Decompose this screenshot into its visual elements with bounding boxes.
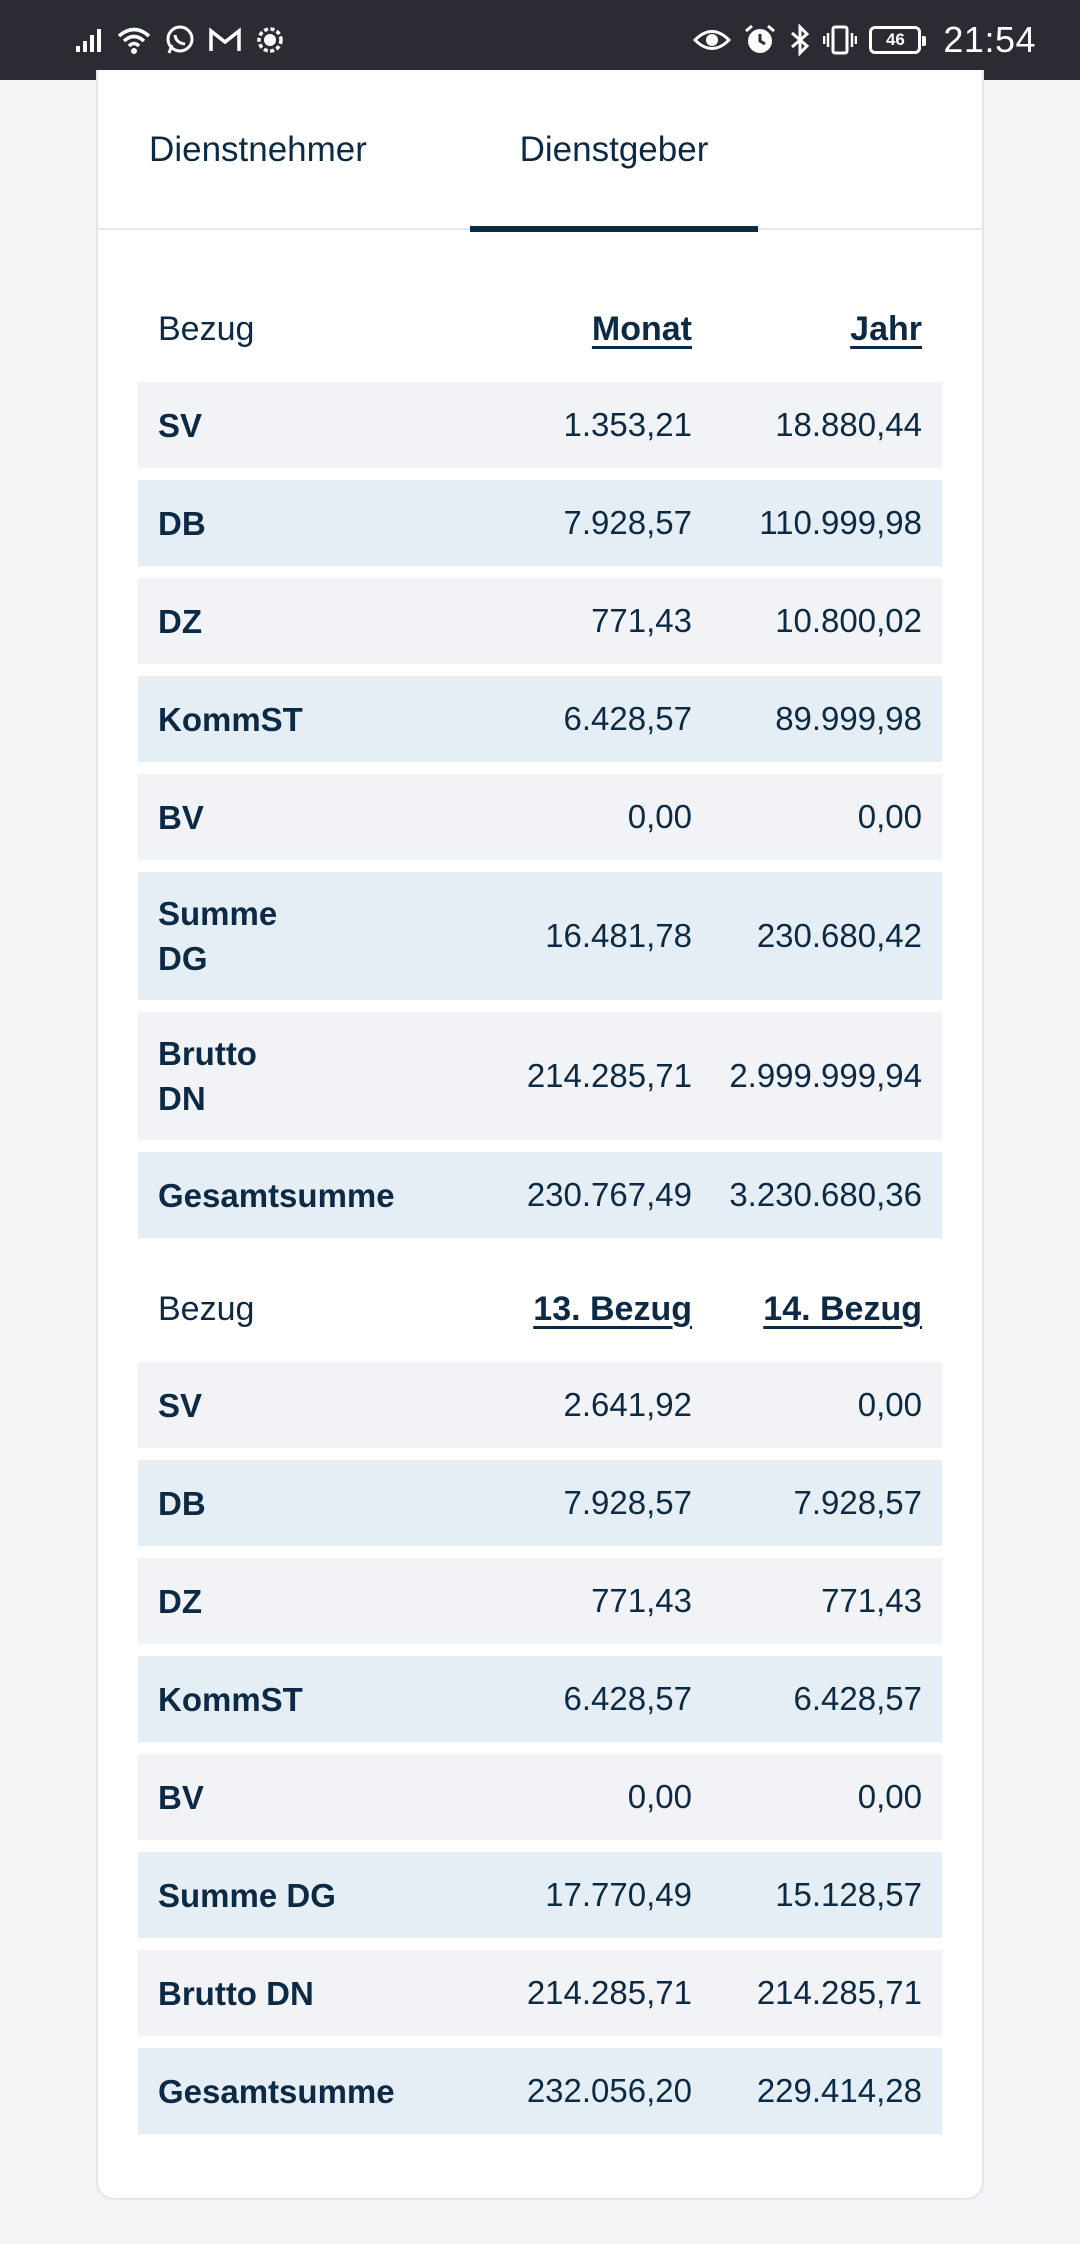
row-label: BV: [158, 1778, 204, 1816]
row-label: [138, 1031, 454, 1121]
header-monat-sort-link[interactable]: Monat: [591, 309, 692, 348]
table-row: [138, 1950, 942, 2036]
table-row: [138, 578, 942, 664]
row-value-14: 6.428,57: [793, 1680, 922, 1717]
table-row: [138, 2048, 942, 2134]
row-label: KommST: [158, 1680, 303, 1718]
row-value-13: 2.641,92: [563, 1386, 692, 1423]
row-label-line2: DN: [158, 1080, 206, 1117]
row-value-year: 0,00: [857, 798, 922, 835]
table-row: [138, 1656, 942, 1742]
alarm-icon: [743, 23, 777, 57]
signal-icon: [74, 26, 104, 54]
row-label-line2: DG: [158, 940, 208, 977]
tab-bar: [98, 70, 982, 230]
row-value-13: 232.056,20: [526, 2072, 692, 2109]
row-value-month: 214.285,71: [526, 1057, 692, 1094]
table-header: [138, 1256, 942, 1362]
row-label: Gesamtsumme: [158, 1176, 395, 1214]
table-row: [138, 1152, 942, 1238]
row-value-month: 1.353,21: [563, 406, 692, 443]
header-14-bezug-link[interactable]: 14. Bezug: [763, 1289, 922, 1328]
table-row: [138, 1754, 942, 1840]
row-value-14: 771,43: [821, 1582, 922, 1619]
status-right-icons: [693, 19, 1036, 61]
row-value-14: 0,00: [857, 1386, 922, 1423]
table-row: [138, 1362, 942, 1448]
row-value-14: 0,00: [857, 1778, 922, 1815]
row-value-year: 89.999,98: [775, 700, 922, 737]
battery-icon: 46: [869, 26, 921, 54]
row-value-14: 214.285,71: [756, 1974, 922, 2011]
row-value-year: 10.800,02: [775, 602, 922, 639]
row-label: SV: [158, 406, 203, 444]
table-row: [138, 1558, 942, 1644]
row-label: BV: [158, 798, 204, 836]
row-label: Gesamtsumme: [158, 2072, 395, 2110]
bluetooth-icon: [789, 24, 811, 56]
clock: 21:54: [943, 19, 1036, 60]
vibrate-icon: [823, 24, 857, 56]
row-label: Summe DG: [158, 1876, 336, 1914]
row-value-14: 7.928,57: [793, 1484, 922, 1521]
row-value-13: 17.770,49: [545, 1876, 692, 1913]
table-row: [138, 1460, 942, 1546]
employer-costs-table-special-payments: [138, 1256, 942, 2146]
row-value-14: 229.414,28: [756, 2072, 922, 2109]
wifi-icon: [116, 25, 152, 55]
whatsapp-icon: [164, 24, 196, 56]
row-value-13: 771,43: [591, 1582, 692, 1619]
status-left-icons: [74, 24, 286, 56]
header-bezug: Bezug: [158, 309, 255, 348]
payroll-card: [96, 70, 984, 2200]
row-label: DZ: [158, 602, 202, 640]
row-value-year: 2.999.999,94: [729, 1057, 922, 1094]
row-value-month: 230.767,49: [526, 1176, 692, 1213]
employer-costs-table-monthly-yearly: [138, 276, 942, 1250]
row-value-month: 6.428,57: [563, 700, 692, 737]
header-13-bezug-link[interactable]: 13. Bezug: [533, 1289, 692, 1328]
eye-icon: [693, 27, 731, 53]
app-icon: [254, 24, 286, 56]
row-label-line1: Summe: [158, 895, 278, 932]
gmail-icon: [208, 27, 242, 53]
table-row: [138, 1012, 942, 1140]
tab-dienstgeber[interactable]: Dienstgeber: [470, 70, 758, 230]
row-value-month: 0,00: [627, 798, 692, 835]
row-label-line1: Brutto: [158, 1035, 257, 1072]
row-label: Brutto DN: [158, 1974, 314, 2012]
table-row: [138, 676, 942, 762]
header-bezug: Bezug: [158, 1289, 255, 1328]
table-row: [138, 872, 942, 1000]
row-value-13: 6.428,57: [563, 1680, 692, 1717]
row-value-13: 7.928,57: [563, 1484, 692, 1521]
row-value-14: 15.128,57: [775, 1876, 922, 1913]
row-label: KommST: [158, 700, 303, 738]
row-label: SV: [158, 1386, 203, 1424]
tab-dienstnehmer[interactable]: Dienstnehmer: [149, 130, 367, 169]
header-jahr-sort-link[interactable]: Jahr: [850, 309, 922, 348]
row-value-month: 771,43: [591, 602, 692, 639]
row-label: DB: [158, 1484, 206, 1522]
row-value-year: 230.680,42: [756, 917, 922, 954]
table-header: [138, 276, 942, 382]
table-row: [138, 774, 942, 860]
row-label: DB: [158, 504, 206, 542]
table-row: [138, 382, 942, 468]
row-value-month: 16.481,78: [545, 917, 692, 954]
row-label: DZ: [158, 1582, 202, 1620]
row-label: [138, 891, 454, 981]
row-value-year: 3.230.680,36: [729, 1176, 922, 1213]
row-value-month: 7.928,57: [563, 504, 692, 541]
table-row: [138, 480, 942, 566]
table-row: [138, 1852, 942, 1938]
row-value-13: 214.285,71: [526, 1974, 692, 2011]
row-value-year: 18.880,44: [775, 406, 922, 443]
row-value-13: 0,00: [627, 1778, 692, 1815]
row-value-year: 110.999,98: [759, 504, 922, 541]
status-bar: [0, 0, 1080, 80]
